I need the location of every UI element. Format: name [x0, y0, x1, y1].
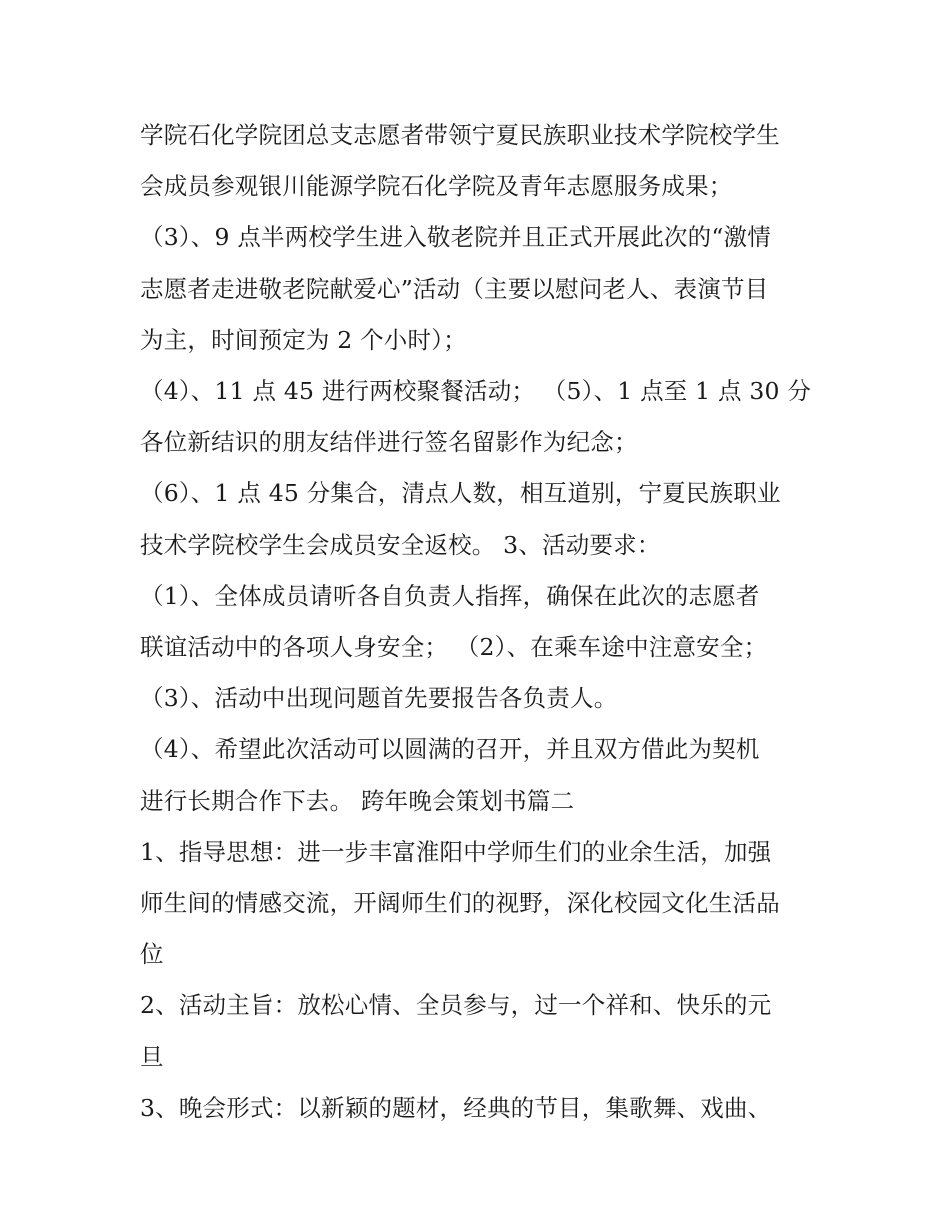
text-line: （3）、9 点半两校学生进入敬老院并且正式开展此次的“激情	[140, 223, 771, 252]
text-line: 进行长期合作下去。 跨年晚会策划书篇二	[140, 786, 575, 815]
body-text	[140, 110, 820, 1134]
text-line: 志愿者走进敬老院献爱心”活动（主要以慰问老人、表演节目	[140, 274, 769, 303]
text-line: 位	[140, 940, 164, 969]
text-line: 3、晚会形式：以新颖的题材，经典的节目，集歌舞、戏曲、	[140, 1093, 772, 1122]
text-line: 旦	[140, 1042, 164, 1071]
text-line: （1）、全体成员请听各自负责人指挥，确保在此次的志愿者	[140, 581, 760, 610]
text-line: 各位新结识的朋友结伴进行签名留影作为纪念；	[140, 428, 638, 457]
text-line: （3）、活动中出现问题首先要报告各负责人。	[140, 684, 618, 713]
text-line: 学院石化学院团总支志愿者带领宁夏民族职业技术学院校学生	[140, 121, 780, 149]
text-line: 会成员参观银川能源学院石化学院及青年志愿服务成果；	[140, 172, 733, 201]
text-line: （6）、1 点 45 分集合，清点人数，相互道别，宁夏民族职业	[140, 479, 781, 508]
text-line: 1、指导思想：进一步丰富淮阳中学师生们的业余生活，加强	[140, 837, 772, 866]
text-line: 联谊活动中的各项人身安全； （2）、在乘车途中注意安全；	[140, 633, 768, 662]
text-line: 师生间的情感交流，开阔师生们的视野，深化校园文化生活品	[140, 889, 780, 918]
text-line: 技术学院校学生会成员安全返校。 3、活动要求：	[140, 530, 661, 559]
text-line: 2、活动主旨：放松心情、全员参与，过一个祥和、快乐的元	[140, 991, 772, 1020]
text-line: （4）、希望此次活动可以圆满的召开，并且双方借此为契机	[140, 735, 760, 764]
text-line: （4）、11 点 45 进行两校聚餐活动； （5）、1 点至 1 点 30 分	[140, 377, 812, 406]
text-line: 为主，时间预定为 2 个小时）；	[140, 325, 467, 354]
